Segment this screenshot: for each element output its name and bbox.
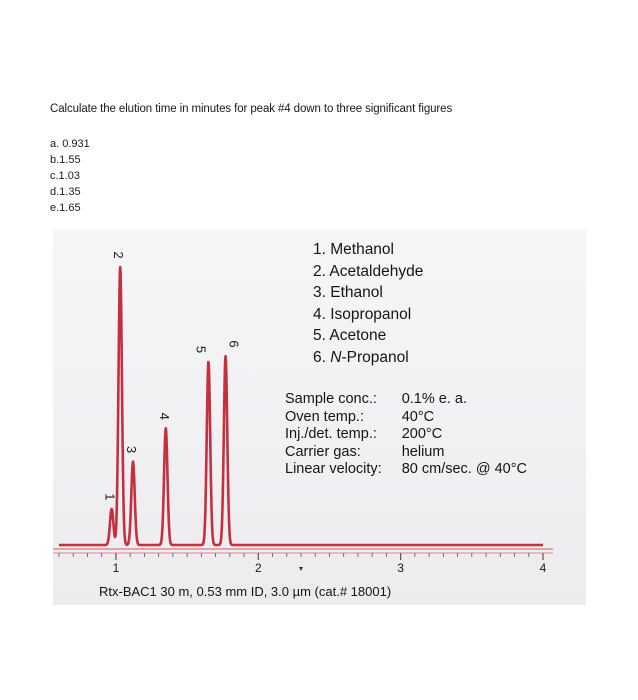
caret-mark [299,567,303,571]
column-info: Rtx-BAC1 30 m, 0.53 mm ID, 3.0 µm (cat.# 18001) [99,584,392,599]
condition-label: Inj./det. temp.: [285,426,377,443]
condition-row [285,391,527,409]
legend-entry-5: 5. Acetone [313,327,387,345]
legend-entry-6: 6. N-Propanol [313,348,409,366]
x-tick-label: 4 [539,561,547,575]
x-tick-label: 1 [112,561,120,575]
condition-value: 200°C [401,426,443,443]
legend-entry-1: 1. Methanol [313,241,394,258]
condition-row [285,444,527,462]
legend-entry-3: 3. Ethanol [313,284,383,302]
peak-legend [313,239,423,369]
condition-value: helium [401,443,445,460]
condition-label: Oven temp.: [285,408,364,425]
peak-label-3: 3 [124,445,140,454]
option-d: d.1.35 [50,186,81,198]
chromatogram-photo [53,229,586,605]
condition-row [285,461,527,479]
x-tick-label: 2 [254,561,262,575]
condition-value: 40°C [401,408,435,425]
peak-label-4: 4 [156,412,172,420]
peak-label-2: 2 [111,251,127,259]
peak-label-6: 6 [226,340,242,348]
condition-value: 80 cm/sec. @ 40°C [401,461,528,478]
condition-label: Carrier gas: [285,443,361,460]
condition-label: Sample conc.: [285,391,377,407]
option-b: b.1.55 [50,154,81,166]
option-a: a. 0.931 [50,138,90,150]
condition-label: Linear velocity: [285,461,382,478]
condition-row [285,409,527,427]
x-tick-label: 3 [397,561,404,575]
legend-entry-2: 2. Acetaldehyde [313,262,424,280]
answer-options [50,136,90,216]
option-e: e.1.65 [50,202,81,214]
option-c: c.1.03 [50,170,80,182]
peak-label-5: 5 [193,345,209,354]
legend-entry-4: 4. Isopropanol [313,305,412,323]
question-text: Calculate the elution time in minutes for peak #4 down to three significant figures [50,103,453,115]
condition-value: 0.1% e. a. [401,391,468,407]
condition-row [285,426,527,444]
peak-label-1: 1 [102,493,118,501]
conditions-table [285,391,527,479]
